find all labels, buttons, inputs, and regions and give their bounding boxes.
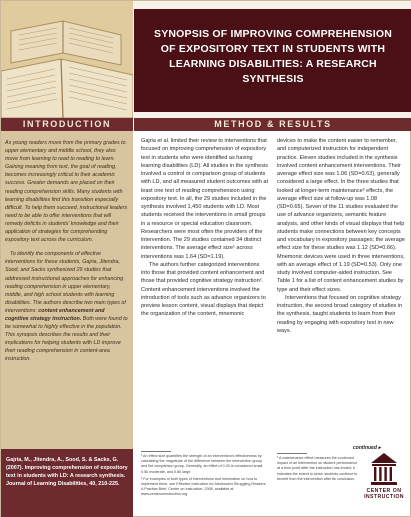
title-line-2: OF EXPOSITORY TEXT IN STUDENTS WITH bbox=[160, 43, 386, 55]
intro-emphasis: content enhancement and cognitive strategy instruction. bbox=[5, 307, 105, 322]
citation: Gajria, M., Jitendra, A., Sood, S. & Sacks, G. (2007). Improving comprehension of expository text in students with LD: A research synthesis. Journal of Learning Disabilities, 40, 210-225. bbox=[1, 449, 133, 517]
open-books-illustration bbox=[1, 1, 133, 118]
intro-paragraph-2-end: Both were found to be somewhat to highly effective in the population. This synopsis describes the results and their implications for helping students with LD improve their reading comprehension in content-area instruction. bbox=[5, 315, 128, 363]
column-2-paragraph-2: Interventions that focused on cognitive strategy instruction, the second broad category of studies in the synthesis, taught students to learn from their reading by engaging with expository text in new ways. bbox=[277, 294, 403, 334]
footnote-divider-1 bbox=[141, 451, 171, 452]
intro-paragraph-2 bbox=[5, 250, 129, 363]
center-on-instruction-logo bbox=[361, 451, 407, 513]
building-icon bbox=[369, 451, 399, 487]
footnotes-column-1 bbox=[141, 454, 269, 500]
intro-paragraph-1: As young readers move from the primary grades to upper elementary and middle school, they also move from learning to read to reading to learn. Gaining meaning from text, the goal of reading, becomes increasingly critical to their academic success. Greater demands are placed on their reading comprehension skills. Many students with learning disabilities find this transition especially difficult. To help them succeed, instructional leaders need to be able to offer interventions that will remedy deficits in students' knowledge and their application of strategies for comprehending expository text across the curriculum. bbox=[5, 140, 128, 244]
title-line-1: SYNOPSIS OF IMPROVING COMPREHENSION bbox=[153, 28, 393, 40]
introduction-heading: INTRODUCTION bbox=[1, 118, 133, 131]
footnotes-column-2 bbox=[277, 456, 359, 484]
footnote-1: ¹ An effect size quantifies the strength of an intervention's effectiveness by calculating the magnitude of the difference between the intervention group and the comparison group. Generally, an effect of 0.20 is considered small, 0.50 moderate, and 0.80 large. bbox=[141, 454, 264, 474]
intro-paragraph-2-text: To identify the components of effective interventions for these students, Gajria, Jitendra, Sood, and Sacks synthesized 29 studies that addressed instructional approaches for enhancing reading comprehension in upper elementary, middle, and high school students with learning disabilities. The authors describe two main types of interventions: bbox=[5, 251, 126, 314]
body-column-2 bbox=[277, 137, 405, 335]
introduction-sidebar bbox=[1, 131, 133, 517]
logo-line-2: INSTRUCTION bbox=[364, 494, 404, 500]
footnote-3: ³ A maintenance effect measures the continued impact of an intervention on student performance at a time point after the instruction has ended; it indicates the extent to which students continue to benefit from the intervention after its conclusion. bbox=[277, 456, 358, 481]
logo-line-1: CENTER ON bbox=[366, 488, 402, 494]
footnote-divider-2 bbox=[277, 453, 307, 454]
body-column-1 bbox=[141, 137, 269, 319]
column-1-paragraph-2: The authors further categorized interventions into those that provided content enhancement and those that provided cognitive strategy instruction². Content enhancement interventions involved the introduction of tools such as advance organizers to preview lesson content, visual displays that depict the organization of the content, mnemonic bbox=[141, 261, 266, 318]
header bbox=[1, 1, 411, 118]
column-2-paragraph-1: devices to make the content easier to remember, and computerized instruction for independent practice. Eleven studies included in the synthesis involved content enhancement interventions. Their average effect size was 1.06 (SD=0.63), generally considered a large effect. In the three studies that looked at longer-term maintenance³ effects, the average effect size at follow-up was 1.08 (SD=0.65). Seven of the 11 studies evaluated the use of advance organizers, semantic feature analysis, and other kinds of visual displays that help students make connections between key concepts and vocabulary in expository passages; the average effect size for these studies was 1.12 (SD=0.66). Mnemonic devices were used in three interventions, with an average effect of 1.19 (SD=0.53). Only one study involved computer-aided instruction. See Table 1 for a list of content enhancement studies by type and their effect sizes. bbox=[277, 138, 405, 293]
method-results-heading: METHOD & RESULTS bbox=[134, 118, 411, 131]
introduction-text bbox=[5, 139, 129, 370]
column-1-paragraph-1: Gajria et al. limited their review to interventions that focused on improving comprehension of expository text in students who were identified as having learning disabilities (LD). All studies in the synthesis involved a control or comparison group of students with LD, and all measured student outcomes with at least one test of reading comprehension using expository text. In all, the 29 studies included in the synthesis involved 1,450 students with LD. Most students received the interventions in small groups in a resource or special education classroom. Researchers were most often the providers of the intervention. The 29 studies contained 34 distinct interventions. The average effect size¹ across interventions was 1.64 (SD=1.19). bbox=[141, 138, 269, 260]
footnote-2: ² For examples of both types of interventions and information on how to implement them, see Effective Instruction for Adolescent Struggling Readers: A Practice Brief, Center on Instruction, 2008, available at www.centeroninstruction.org. bbox=[141, 476, 267, 497]
continued-label: continued ▸ bbox=[353, 445, 381, 451]
title-line-3: LEARNING DISABILITIES: A RESEARCH SYNTHESIS bbox=[169, 58, 377, 85]
synopsis-title bbox=[134, 9, 411, 112]
